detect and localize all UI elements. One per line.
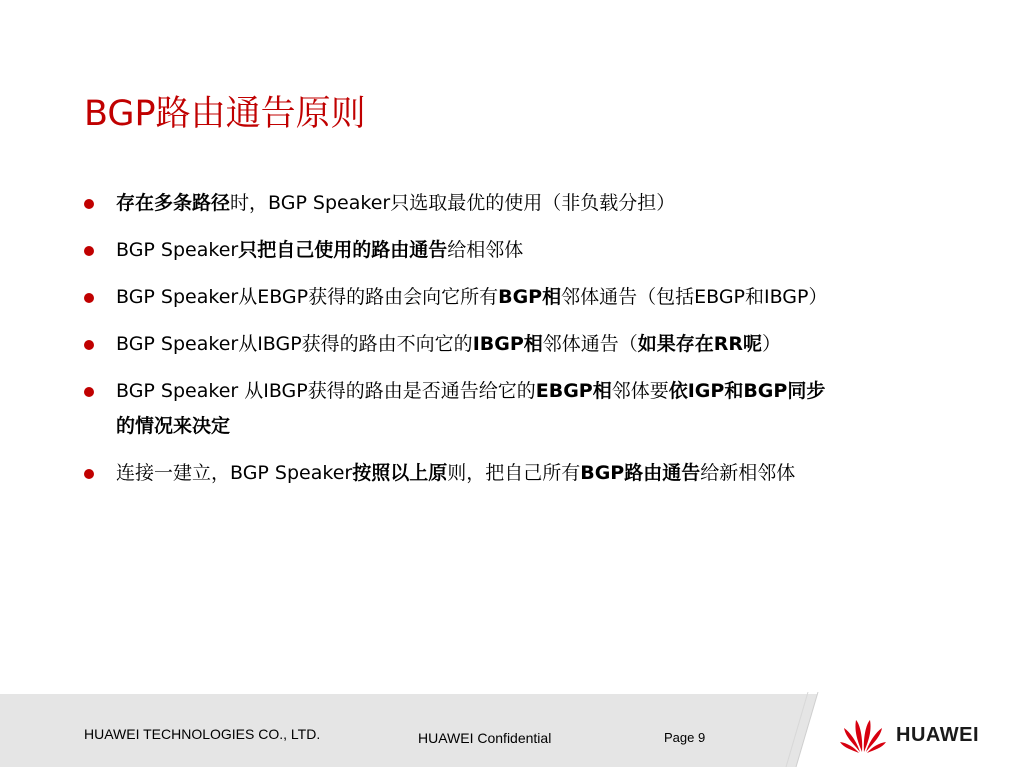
bullet-text-bold: IBGP相: [472, 333, 543, 355]
footer-company: HUAWEI TECHNOLOGIES CO., LTD.: [84, 726, 321, 742]
page-number: Page 9: [664, 730, 706, 745]
bullet-text: 邻体通告（包括EBGP和IBGP）: [561, 286, 828, 308]
bullet-list: [84, 186, 844, 503]
bullet-text: BGP Speaker从EBGP获得的路由会向它所有: [116, 286, 499, 308]
bullet-dot-icon: [84, 199, 94, 209]
slide-title: BGP路由通告原则: [84, 94, 366, 134]
huawei-petal-logo-icon: [838, 712, 888, 756]
bullet-dot-icon: [84, 387, 94, 397]
bullet-text-bold: 依IGP和BGP同步的情况来决定: [116, 380, 826, 437]
bullet-item: [84, 374, 844, 444]
bullet-text: 给新相邻体: [700, 462, 796, 484]
bullet-text: 时，BGP Speaker只选取最优的使用（非负载分担）: [230, 192, 676, 214]
bullet-dot-icon: [84, 340, 94, 350]
bullet-text: ）: [762, 333, 782, 355]
bullet-text: 给相邻体: [447, 239, 524, 261]
bullet-text-bold: 如果存在RR呢: [637, 333, 763, 355]
bullet-text-bold: BGP相: [498, 286, 562, 308]
logo-text: HUAWEI: [896, 724, 979, 746]
bullet-item: [84, 456, 844, 491]
huawei-logo: [838, 712, 998, 756]
bullet-text: 连接一建立，BGP Speaker: [116, 462, 353, 484]
bullet-dot-icon: [84, 469, 94, 479]
bullet-dot-icon: [84, 293, 94, 303]
bullet-item: [84, 233, 844, 268]
footer-confidential: HUAWEI Confidential: [418, 730, 552, 746]
bullet-text-bold: BGP路由通告: [580, 462, 701, 484]
bullet-text: 邻体通告（: [542, 333, 638, 355]
bullet-item: [84, 280, 844, 315]
bullet-text: 则，把自己所有: [447, 462, 581, 484]
bullet-text-bold: EBGP相: [535, 380, 612, 402]
bullet-dot-icon: [84, 246, 94, 256]
bullet-text: 邻体要: [611, 380, 669, 402]
bullet-text: BGP Speaker 从IBGP获得的路由是否通告给它的: [116, 380, 536, 402]
bullet-text-bold: 按照以上原: [352, 462, 448, 484]
bullet-text: BGP Speaker从IBGP获得的路由不向它的: [116, 333, 473, 355]
bullet-text-bold: 存在多条路径: [116, 192, 231, 214]
bullet-text: BGP Speaker: [116, 239, 239, 261]
bullet-item: [84, 327, 844, 362]
bullet-text-bold: 只把自己使用的路由通告: [238, 239, 448, 261]
bullet-item: [84, 186, 844, 221]
